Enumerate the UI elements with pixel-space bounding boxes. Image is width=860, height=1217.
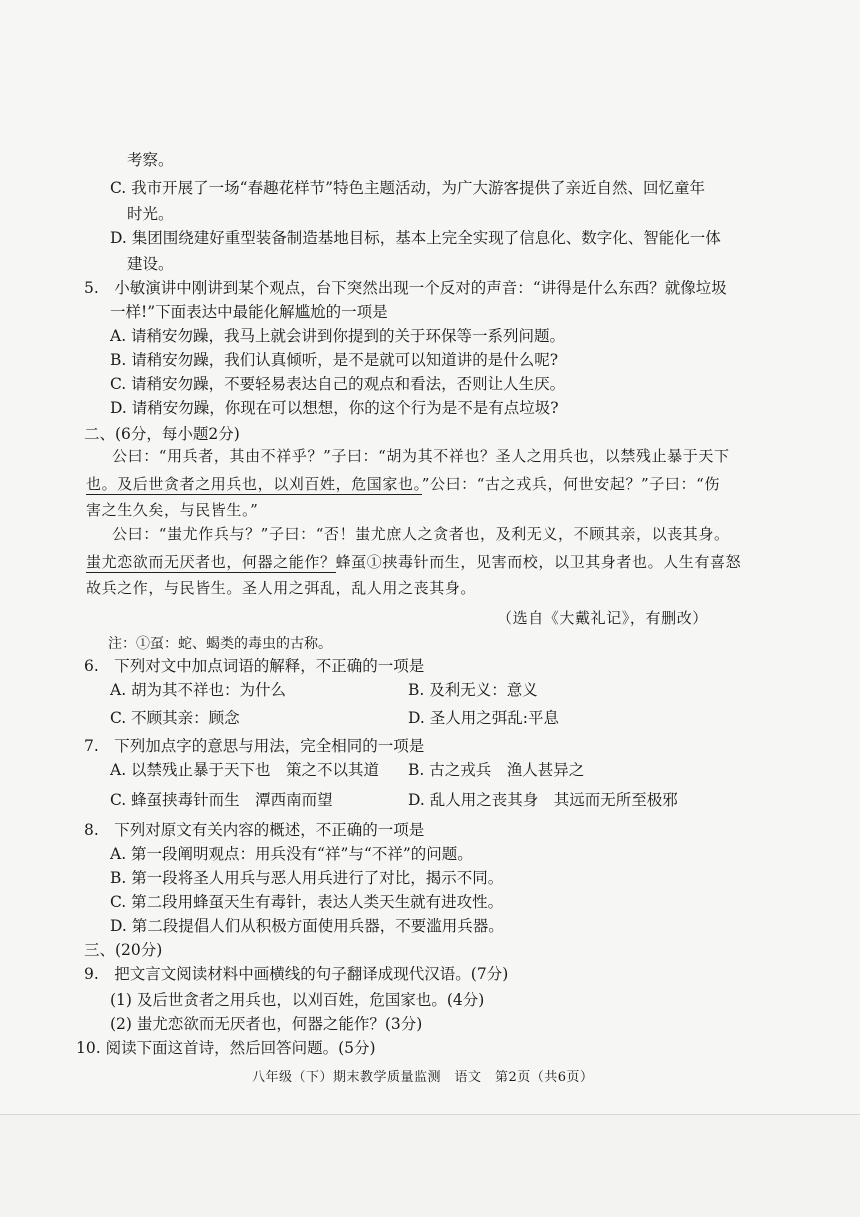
section2-header: 二、(6分，每小题2分) — [84, 425, 240, 443]
q9-stem: 9. 把文言文阅读材料中画横线的句子翻译成现代汉语。(7分) — [84, 965, 509, 983]
section3-header: 三、(20分) — [84, 941, 163, 959]
passage-note: 注：①虿：蛇、蝎类的毒虫的古称。 — [108, 636, 332, 652]
passage-p2-line2 — [86, 552, 741, 572]
q10-stem: 10. 阅读下面这首诗，然后回答问题。(5分) — [76, 1039, 376, 1057]
passage-p1-line3: 害之生久矣，与民皆生。” — [86, 501, 259, 519]
passage-p1-line1: 公曰：“用兵者，其由不祥乎？”子曰：“胡为其不祥也？圣人之用兵也，以禁残止暴于天下 — [112, 447, 730, 465]
q5-option-d: D. 请稍安勿躁，你现在可以想想，你的这个行为是不是有点垃圾? — [110, 399, 559, 417]
q9-part2: (2) 蚩尤恋欲而无厌者也，何器之能作？(3分) — [110, 1015, 423, 1033]
q7-stem: 7. 下列加点字的意思与用法，完全相同的一项是 — [84, 737, 425, 755]
passage-p1-line2 — [86, 474, 720, 494]
q8-stem: 8. 下列对原文有关内容的概述，不正确的一项是 — [84, 821, 425, 839]
q6-stem: 6. 下列对文中加点词语的解释，不正确的一项是 — [84, 657, 425, 675]
q6-option-a: A. 胡为其不祥也：为什么 — [110, 681, 287, 699]
q4-option-d-line2: 建设。 — [127, 255, 174, 273]
passage-source: （选自《大戴礼记》，有删改） — [497, 609, 708, 627]
q8-option-b: B. 第一段将圣人用兵与恶人用兵进行了对比，揭示不同。 — [110, 869, 504, 887]
q5-stem-line1: 5. 小敏演讲中刚讲到某个观点，台下突然出现一个反对的声音：“讲得是什么东西？就像垃圾 — [84, 279, 727, 297]
q5-option-b: B. 请稍安勿躁，我们认真倾听，是不是就可以知道讲的是什么呢? — [110, 351, 559, 369]
passage-p2-line3: 故兵之作，与民皆生。圣人用之弭乱，乱人用之丧其身。 — [86, 579, 477, 597]
q8-option-a: A. 第一段阐明观点：用兵没有“祥”与“不祥”的问题。 — [110, 845, 473, 863]
q4-option-d-line1: D. 集团围绕建好重型装备制造基地目标，基本上完全实现了信息化、数字化、智能化一体 — [110, 229, 721, 247]
q8-option-c: C. 第二段用蜂虿天生有毒针，表达人类天生就有进攻性。 — [110, 893, 504, 911]
passage-p2-line1: 公曰：“蚩尤作兵与？”子曰：“否！蚩尤庶人之贪者也，及利无义，不顾其亲，以丧其身。 — [112, 525, 730, 543]
underlined-sentence-2: 蚩尤恋欲而无厌者也，何器之能作？ — [86, 553, 336, 571]
q5-stem-line2: 一样!”下面表达中最能化解尴尬的一项是 — [110, 303, 388, 321]
underlined-sentence-1: 也。及后世贪者之用兵也，以刈百姓，危国家也。 — [86, 475, 422, 493]
q4-option-c-line1: C. 我市开展了一场“春趣花样节”特色主题活动，为广大游客提供了亲近自然、回忆童年 — [110, 179, 706, 197]
q6-option-b: B. 及利无义：意义 — [408, 681, 538, 699]
q7-option-d: D. 乱人用之丧其身 其远而无所至极邪 — [408, 791, 678, 809]
q4-b-tail: 考察。 — [127, 151, 174, 169]
q5-option-a: A. 请稍安勿躁，我马上就会讲到你提到的关于环保等一系列问题。 — [110, 327, 566, 345]
q5-option-c: C. 请稍安勿躁，不要轻易表达自己的观点和看法，否则让人生厌。 — [110, 375, 566, 393]
q6-option-d: D. 圣人用之弭乱:平息 — [408, 709, 559, 727]
q7-option-b: B. 古之戎兵 渔人甚异之 — [408, 761, 585, 779]
q8-option-d: D. 第二段提倡人们从积极方面使用兵器，不要滥用兵器。 — [110, 917, 504, 935]
passage-p2-line2-rest: 蜂虿①挟毒针而生，见害而校，以卫其身者也。人生有喜怒 — [335, 553, 742, 571]
passage-p1-line2-rest: ”公曰：“古之戎兵，何世安起？”子曰：“伤 — [421, 475, 720, 493]
q6-option-c: C. 不顾其亲：顾念 — [110, 709, 240, 727]
page-footer: 八年级（下）期末教学质量监测 语文 第2页（共6页） — [252, 1070, 594, 1085]
q9-part1: (1) 及后世贪者之用兵也，以刈百姓，危国家也。(4分) — [110, 991, 485, 1009]
q4-option-c-line2: 时光。 — [127, 205, 174, 223]
q7-option-c: C. 蜂虿挟毒针而生 潭西南而望 — [110, 791, 333, 809]
q7-option-a: A. 以禁残止暴于天下也 策之不以其道 — [110, 761, 380, 779]
